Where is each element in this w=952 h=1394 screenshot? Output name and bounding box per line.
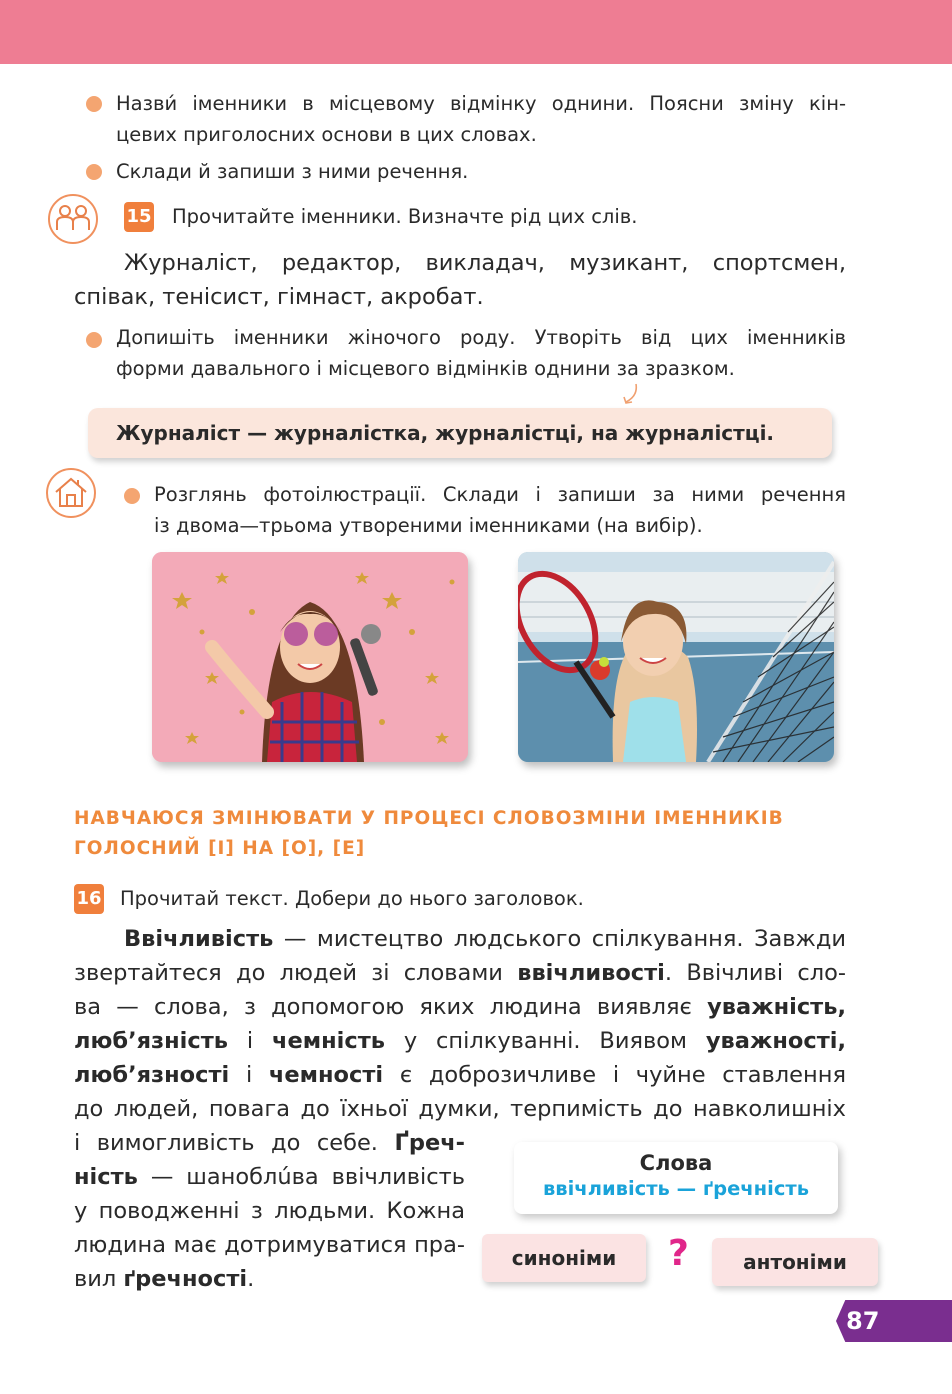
singer-girl-photo <box>152 552 468 762</box>
pair-work-icon <box>48 194 98 244</box>
exercise-15-badge: 15 <box>124 202 154 232</box>
page-number: 87 <box>846 1307 880 1335</box>
top-color-band <box>0 0 952 64</box>
words-card-title: Слова <box>639 1151 713 1175</box>
tennis-girl-photo <box>518 552 834 762</box>
bullet-dot <box>86 96 102 112</box>
example-text: Журналіст — журналістка, журналістці, на журналістці. <box>116 421 775 445</box>
home-icon <box>46 468 96 518</box>
exercise-15-task: Допишіть іменники жіночого роду. Утворіть від цих іменників форми давального і місцевого відмінків однини за зразком. <box>116 326 846 380</box>
exercise-16-text: Ввічливість — мистецтво людського спілкування. Завжди звертайтеся до людей зі словами ввічливості. Ввічливі сло- ва — слова, з допомогою яких людина виявляє уважність, люб’язність і чемність у спілкуванні. Виявом уважності, люб’язності і чемності є доброзичливе і чуйне ставлення до людей, повага до їхньої думки, терпимість до навколишніх <box>74 926 846 1122</box>
words-card <box>514 1142 838 1214</box>
exercise-15-words: Журналіст, редактор, викладач, музикант, спортсмен, співак, тенісист, гімнаст, акробат. <box>74 250 846 310</box>
synonyms-option[interactable]: синоніми <box>482 1234 646 1282</box>
bullet-dot <box>124 488 140 504</box>
exercise-16-text-narrow: і вимогливість до себе. Ґреч- ність — шаноблúва ввічливість у поводженні з людьми. Кожна людина має дотримуватися пра- вил ґречності. <box>74 1130 465 1292</box>
bullet-dot <box>86 164 102 180</box>
antonyms-option[interactable]: антоніми <box>712 1238 878 1286</box>
homework-text: Розглянь фотоілюстрації. Склади і запиши за ними речення із двома—трьома утвореними іменниками (на вибір). <box>154 483 846 537</box>
exercise-15-instruction: Прочитайте іменники. Визначте рід цих слів. <box>172 205 638 228</box>
exercise-16-instruction: Прочитай текст. Добери до нього заголовок. <box>120 887 584 910</box>
words-card-pair: ввічливість — ґречність <box>542 1177 810 1200</box>
question-mark: ? <box>668 1233 689 1274</box>
example-box <box>88 408 832 458</box>
bullet-text: Назви́ іменники в місцевому відмінку однини. Поясни зміну кін- цевих приголосних основи в цих словах. <box>116 92 846 146</box>
exercise-16-badge: 16 <box>74 884 104 914</box>
bullet-text: Склади й запиши з ними речення. <box>116 160 469 183</box>
arrow-icon <box>620 382 644 408</box>
bullet-dot <box>86 332 102 348</box>
section-heading: НАВЧАЮСЯ ЗМІНЮВАТИ У ПРОЦЕСІ СЛОВОЗМІНИ ІМЕННИКІВ ГОЛОСНИЙ [І] НА [О], [Е] <box>74 808 784 859</box>
